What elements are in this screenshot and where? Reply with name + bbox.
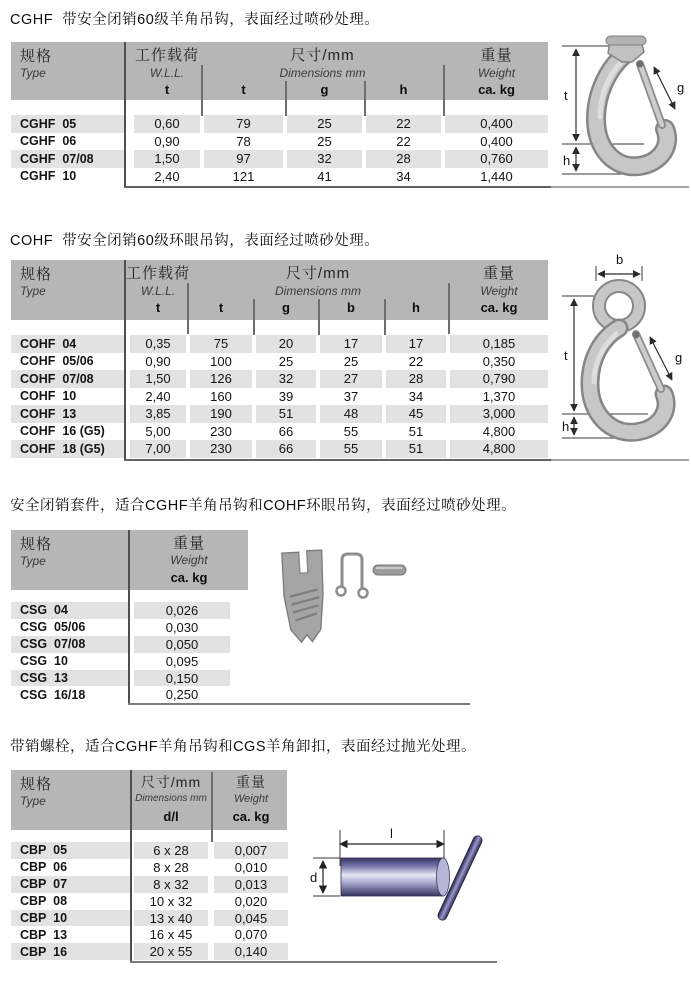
col-spec-label: 规格 bbox=[20, 776, 53, 793]
cell-value: 78 bbox=[236, 133, 251, 149]
cell-value: 13 x 40 bbox=[134, 910, 208, 927]
cell-value: 2,40 bbox=[145, 388, 171, 404]
col-dim-unit-b: b bbox=[347, 300, 355, 315]
cell-value: 22 bbox=[408, 353, 424, 369]
cell-value: 39 bbox=[278, 388, 294, 404]
cell-value: 51 bbox=[256, 405, 316, 423]
cell-type: CSG 05/06 bbox=[20, 620, 86, 635]
pin-end-face bbox=[437, 858, 450, 896]
col-spec-sub: Type bbox=[20, 284, 46, 298]
cell-value: 51 bbox=[386, 440, 446, 458]
cell-type: CSG 10 bbox=[20, 653, 68, 668]
cell-type: COHF 10 bbox=[20, 389, 77, 403]
dim-label-t: t bbox=[564, 348, 568, 363]
cell-value: 28 bbox=[366, 150, 441, 168]
cell-value: 1,50 bbox=[134, 150, 200, 168]
cell-value: 5,00 bbox=[145, 423, 171, 439]
col-dims-label: 尺寸/mm bbox=[285, 265, 351, 282]
table-bottom-rule bbox=[124, 459, 551, 461]
cell-value: 126 bbox=[190, 370, 252, 388]
section-title: COHF 带安全闭销60级环眼吊钩，表面经过喷砂处理。 bbox=[10, 233, 380, 249]
cell-value: 25 bbox=[278, 353, 294, 369]
cell-value: 32 bbox=[256, 370, 316, 388]
col-dims-sub: Dimensions mm bbox=[274, 284, 361, 298]
col-weight-unit: ca. kg bbox=[170, 570, 208, 585]
cell-type: CBP 10 bbox=[11, 910, 130, 927]
section-title: 安全闭销套件，适合CGHF羊角吊钩和COHF环眼吊钩，表面经过喷砂处理。 bbox=[10, 498, 517, 514]
cell-value: 16 x 45 bbox=[149, 927, 193, 943]
table-bottom-rule bbox=[124, 186, 551, 188]
table-row bbox=[11, 636, 230, 653]
col-weight-unit: ca. kg bbox=[232, 809, 270, 824]
cell-type: CSG 07/08 bbox=[11, 636, 128, 653]
table-row bbox=[11, 602, 230, 619]
col-dim-unit-t: t bbox=[218, 300, 224, 315]
col-wll-unit: t bbox=[164, 82, 170, 97]
table-row bbox=[11, 859, 288, 876]
col-weight-sub: Weight bbox=[170, 553, 208, 567]
col-dim-unit-g: g bbox=[282, 300, 290, 315]
pin-cylinder bbox=[341, 858, 443, 896]
column-divider bbox=[364, 81, 366, 116]
col-dim-unit-t: t bbox=[241, 82, 246, 97]
cell-value: 1,370 bbox=[482, 388, 516, 404]
col-wll-unit: t bbox=[155, 300, 161, 315]
col-weight-unit: ca. kg bbox=[478, 82, 515, 97]
cell-value: 230 bbox=[190, 440, 252, 458]
cell-value: 32 bbox=[287, 150, 362, 168]
cell-value: 4,800 bbox=[482, 423, 516, 439]
cell-type: CSG 04 bbox=[11, 602, 128, 619]
cell-type: COHF 05/06 bbox=[20, 354, 94, 368]
table-row bbox=[11, 619, 230, 636]
cell-value: 1,440 bbox=[480, 168, 513, 184]
cell-type: CGHF 06 bbox=[20, 134, 77, 148]
cell-type: CBP 16 bbox=[11, 943, 130, 960]
cell-value: 0,026 bbox=[134, 602, 230, 619]
cell-value: 0,790 bbox=[450, 370, 548, 388]
cell-value: 55 bbox=[343, 423, 359, 439]
cell-value: 75 bbox=[190, 335, 252, 353]
cell-value: 27 bbox=[320, 370, 382, 388]
col-weight-label: 重量 bbox=[236, 774, 266, 790]
section-title: 带销螺栓，适合CGHF羊角吊钩和CGS羊角卸扣，表面经过抛光处理。 bbox=[10, 739, 476, 755]
col-weight-label: 重量 bbox=[482, 265, 515, 282]
table-row bbox=[11, 893, 288, 910]
cell-value: 0,045 bbox=[214, 910, 288, 927]
column-divider bbox=[448, 283, 450, 334]
safety-latch bbox=[640, 64, 662, 125]
dim-label-b: b bbox=[616, 252, 624, 267]
cell-value: 0,185 bbox=[450, 335, 548, 353]
clevis-hook-diagram bbox=[556, 33, 690, 195]
cell-value: 0,760 bbox=[445, 150, 548, 168]
table-row bbox=[11, 370, 548, 388]
cell-type: CBP 13 bbox=[20, 927, 68, 942]
cell-type: COHF 16 (G5) bbox=[20, 424, 105, 438]
table-row bbox=[11, 405, 548, 423]
col-wll-sub: W.L.L. bbox=[140, 284, 176, 298]
table-row bbox=[11, 926, 288, 943]
col-wll-label: 工作载荷 bbox=[125, 265, 190, 282]
col-weight-unit: ca. kg bbox=[480, 300, 518, 315]
cell-value: 45 bbox=[386, 405, 446, 423]
cell-value: 0,007 bbox=[214, 842, 288, 859]
cell-value: 0,140 bbox=[214, 943, 288, 960]
table-row bbox=[11, 842, 288, 859]
cell-value: 0,250 bbox=[165, 687, 199, 703]
cell-value: 100 bbox=[210, 353, 232, 369]
col-dim-unit-h: h bbox=[399, 82, 408, 97]
cell-type: CBP 07 bbox=[11, 876, 130, 893]
table-row bbox=[11, 876, 288, 893]
column-divider bbox=[187, 283, 189, 334]
clevis-pin bbox=[606, 36, 646, 45]
col-spec-sub: Type bbox=[20, 794, 46, 808]
col-spec-sub: Type bbox=[20, 554, 46, 568]
spring-part bbox=[337, 554, 368, 598]
dim-label-h: h bbox=[562, 419, 570, 434]
cell-value: 17 bbox=[386, 335, 446, 353]
pin-bolt-diagram bbox=[300, 818, 490, 938]
cell-type: CGHF 07/08 bbox=[11, 150, 124, 168]
cell-value: 0,400 bbox=[480, 133, 513, 149]
cell-value: 22 bbox=[366, 115, 441, 133]
dim-label-g: g bbox=[677, 80, 685, 95]
cell-value: 0,90 bbox=[145, 353, 171, 369]
cell-value: 0,60 bbox=[134, 115, 200, 133]
cell-value: 2,40 bbox=[154, 168, 180, 184]
cell-value: 0,013 bbox=[214, 876, 288, 893]
col-spec-label: 规格 bbox=[20, 48, 53, 65]
cell-value: 25 bbox=[317, 133, 332, 149]
latch-kit-photo bbox=[268, 540, 438, 658]
column-divider bbox=[211, 772, 213, 842]
column-divider bbox=[384, 299, 386, 335]
dim-label-t: t bbox=[564, 88, 568, 103]
table-bottom-rule bbox=[130, 961, 497, 963]
cell-type: COHF 04 bbox=[11, 335, 124, 353]
col-wll-label: 工作载荷 bbox=[134, 47, 199, 64]
column-divider bbox=[285, 81, 287, 116]
cell-type: CGHF 05 bbox=[11, 115, 124, 133]
table-row bbox=[11, 423, 548, 441]
table-row bbox=[11, 388, 548, 406]
cell-type: CGHF 10 bbox=[20, 169, 77, 183]
dim-label-l: l bbox=[390, 826, 393, 841]
table-row bbox=[11, 686, 230, 703]
cell-value: 121 bbox=[232, 168, 255, 184]
table-row bbox=[11, 670, 230, 687]
cell-value: 79 bbox=[204, 115, 283, 133]
cell-value: 0,030 bbox=[165, 619, 199, 635]
cell-value: 6 x 28 bbox=[134, 842, 208, 859]
cell-value: 190 bbox=[190, 405, 252, 423]
cell-value: 20 bbox=[256, 335, 316, 353]
cell-value: 34 bbox=[396, 168, 411, 184]
cell-value: 66 bbox=[278, 423, 294, 439]
cell-value: 0,010 bbox=[234, 859, 268, 875]
cell-type: CBP 05 bbox=[11, 842, 130, 859]
cell-value: 97 bbox=[204, 150, 283, 168]
col-dims-label: 尺寸/mm bbox=[290, 47, 355, 64]
column-divider bbox=[253, 299, 255, 335]
col-dim-unit-g: g bbox=[320, 82, 329, 97]
dim-label-d: d bbox=[310, 870, 318, 885]
cell-value: 66 bbox=[256, 440, 316, 458]
cell-value: 3,000 bbox=[450, 405, 548, 423]
dim-label-g: g bbox=[675, 350, 683, 365]
latch-pivot bbox=[637, 61, 644, 68]
safety-latch bbox=[636, 334, 661, 389]
cell-value: 0,350 bbox=[482, 353, 516, 369]
cell-type: CSG 16/18 bbox=[20, 687, 86, 702]
table-body bbox=[11, 115, 548, 185]
table-row bbox=[11, 150, 548, 168]
cell-value: 0,050 bbox=[134, 636, 230, 653]
col-dim-unit-h: h bbox=[412, 300, 420, 315]
table-row bbox=[11, 440, 548, 458]
cell-value: 0,070 bbox=[234, 927, 268, 943]
cell-value: 160 bbox=[210, 388, 232, 404]
table-body bbox=[11, 602, 230, 703]
cell-value: 22 bbox=[396, 133, 411, 149]
cell-type: COHF 07/08 bbox=[11, 370, 124, 388]
table-row bbox=[11, 168, 548, 186]
cell-value: 0,020 bbox=[234, 893, 268, 909]
cell-type: CBP 06 bbox=[20, 860, 68, 875]
column-divider bbox=[443, 65, 445, 116]
cell-value: 0,095 bbox=[165, 653, 199, 669]
cell-value: 41 bbox=[317, 168, 332, 184]
col-dims-sub: Dimensions mm bbox=[135, 793, 207, 804]
cell-value: 25 bbox=[343, 353, 359, 369]
cell-value: 17 bbox=[320, 335, 382, 353]
col-dims-unit: d/l bbox=[163, 809, 179, 824]
cell-value: 1,50 bbox=[130, 370, 186, 388]
col-weight-sub: Weight bbox=[477, 66, 516, 80]
table-row bbox=[11, 910, 288, 927]
table-row bbox=[11, 335, 548, 353]
table-row bbox=[11, 115, 548, 133]
col-weight-sub: Weight bbox=[233, 793, 269, 805]
col-weight-sub: Weight bbox=[480, 284, 518, 298]
table-row bbox=[11, 653, 230, 670]
cell-value: 0,35 bbox=[130, 335, 186, 353]
cell-value: 3,85 bbox=[130, 405, 186, 423]
column-divider bbox=[318, 299, 320, 335]
col-spec-label: 规格 bbox=[20, 536, 53, 553]
cell-value: 8 x 32 bbox=[134, 876, 208, 893]
column-divider bbox=[201, 65, 203, 116]
cell-value: 28 bbox=[386, 370, 446, 388]
section-title: CGHF 带安全闭销60级羊角吊钩，表面经过喷砂处理。 bbox=[10, 12, 380, 28]
col-spec-sub: Type bbox=[20, 66, 46, 80]
cell-value: 0,150 bbox=[134, 670, 230, 687]
pin-part bbox=[373, 565, 406, 575]
cell-value: 55 bbox=[320, 440, 382, 458]
cell-value: 51 bbox=[408, 423, 424, 439]
cell-value: 34 bbox=[408, 388, 424, 404]
cell-value: 230 bbox=[210, 423, 232, 439]
table-bottom-rule bbox=[128, 703, 470, 705]
cell-value: 0,400 bbox=[445, 115, 548, 133]
cell-type: CSG 13 bbox=[11, 670, 128, 687]
latch-part bbox=[282, 550, 327, 643]
col-dims-sub: Dimensions mm bbox=[279, 66, 366, 80]
table-row bbox=[11, 353, 548, 371]
table-body bbox=[11, 842, 288, 960]
latch-pivot bbox=[633, 332, 640, 339]
cell-value: 20 x 55 bbox=[134, 943, 208, 960]
cell-type: COHF 18 (G5) bbox=[11, 440, 124, 458]
cell-value: 0,90 bbox=[154, 133, 180, 149]
cell-value: 25 bbox=[287, 115, 362, 133]
cell-value: 8 x 28 bbox=[153, 859, 189, 875]
col-dims-label: 尺寸/mm bbox=[140, 774, 202, 790]
cell-value: 7,00 bbox=[130, 440, 186, 458]
cell-value: 48 bbox=[320, 405, 382, 423]
cell-value: 4,800 bbox=[450, 440, 548, 458]
col-wll-sub: W.L.L. bbox=[149, 66, 185, 80]
col-weight-label: 重量 bbox=[480, 47, 513, 64]
table-row bbox=[11, 133, 548, 151]
col-weight-label: 重量 bbox=[172, 535, 205, 552]
cell-type: CBP 08 bbox=[20, 893, 68, 908]
cell-value: 10 x 32 bbox=[149, 893, 193, 909]
eye-hook-diagram bbox=[556, 250, 690, 468]
table-body bbox=[11, 335, 548, 458]
cell-value: 37 bbox=[343, 388, 359, 404]
col-spec-label: 规格 bbox=[20, 266, 53, 283]
dim-label-h: h bbox=[563, 153, 571, 168]
cell-type: COHF 13 bbox=[11, 405, 124, 423]
table-row bbox=[11, 943, 288, 960]
